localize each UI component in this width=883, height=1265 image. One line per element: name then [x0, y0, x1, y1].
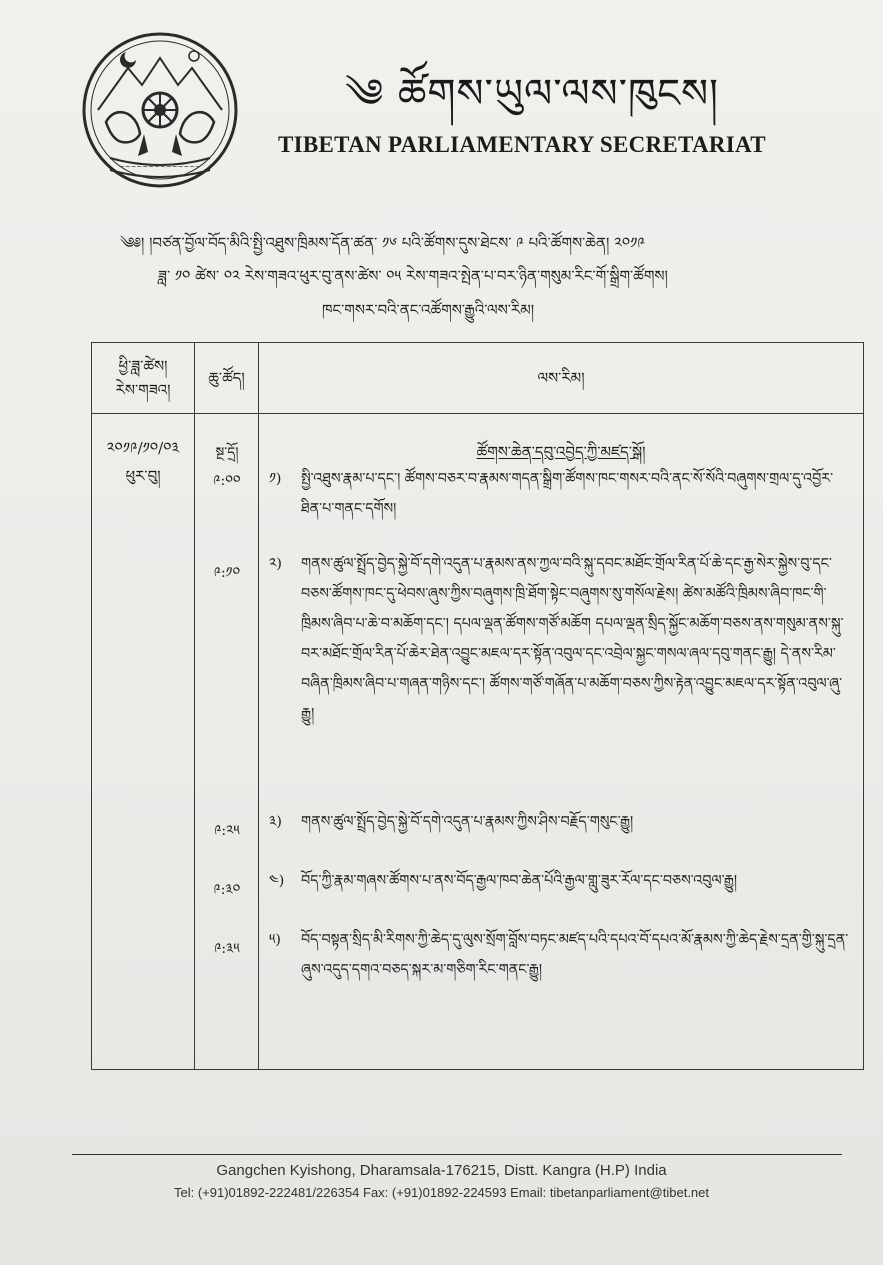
header-date: ཕྱི་ཟླ་ཚེས། རེས་གཟའ།: [92, 343, 195, 414]
time-item-1: ༩:༠༠: [213, 473, 241, 489]
time-label: སྔ་དྲོ།: [215, 445, 239, 461]
snow-lion-emblem-icon: [80, 30, 240, 190]
org-name-tibetan: ༄ ཚོགས་ཡུལ་ལས་ཁུངས།: [345, 71, 719, 117]
weekday-value: ཕུར་བུ།: [125, 467, 161, 485]
agenda-cell: [259, 414, 864, 1070]
date-value: ༢༠༡༩/༡༠/༠༣: [106, 439, 180, 457]
agenda-item-3: ༣) གནས་ཚུལ་སྤྲོད་བྱེད་སྐྱེ་བོ་དགེ་འདུན་པ་རྣམས་ཀྱིས་ཤིས་བརྗོད་གསུང་རྒྱུ།: [269, 814, 634, 830]
time-item-5: ༩:༣༥: [214, 941, 240, 957]
time-item-3: ༩:༢༥: [214, 823, 240, 839]
agenda-item-4: ༤) བོད་ཀྱི་རྣམ་གཞས་ཚོགས་པ་ནས་བོད་རྒྱལ་ཁབ་ཆེན་པོའི་རྒྱལ་གླུ་ཟུར་རོལ་དང་བཅས་འབུལ་རྒྱུ།: [269, 873, 738, 889]
section-title: ཚོགས་ཆེན་དབུ་འབྱེད་ཀྱི་མཛད་སྒོ།: [476, 443, 646, 461]
agenda-item-5: ༥) བོད་བསྟན་སྲིད་མི་རིགས་ཀྱི་ཆེད་དུ་ལུས་སྲོག་བློས་བཏང་མཛད་པའི་དཔའ་བོ་དཔའ་མོ་རྣམས་ཀྱི་ཆེད་རྗེས་དྲན་གྱི་སྐུ་དྲན་ཞུས་འདུད་དགའ་བཅད་སྐར་མ་གཅིག་རིང་གནང་རྒྱུ།: [269, 932, 849, 978]
header-agenda: ལས་རིམ།: [259, 343, 864, 414]
agenda-item-2: ༢) གནས་ཚུལ་སྤྲོད་བྱེད་སྐྱེ་བོ་དགེ་འདུན་པ་རྣམས་ནས་ཀྱལ་བའི་སྐུ་དབང་མཐོང་གྲོལ་རིན་པོ་ཆེ་དང་རྒྱ་སེར་སྐྱེས་བུ་དང་བཅས་ཚོགས་ཁང་དུ་ཕེབས་ཞུས་ཀྱིས་བཞུགས་ཁྲི་ཐོག་སྟེང་བཞུགས་སུ་གསོལ་རྗེས། ཚེས་མཚོའི་ཁྲིམས་ཞིབ་ཁང་གི་ཁྲིམས་ཞིབ་པ་ཆེ་བ་མཆོག་དང་། དཔལ་ལྡན་ཚོགས་གཙོ་མཆོག དཔལ་ལྡན་སྲིད་སྐྱོང་མཆོག་བཅས་ནས་གསུམ་ནས་སྐུ་བར་མཐོང་གྲོལ་རིན་པོ་ཆེར་ཐེན་འབྱུང་མཇལ་དར་སྟོན་འབུལ་དང་འབྲེལ་སྐྱང་གསལ་ཞལ་དབུ་གནང་རྒྱུ། དེ་ནས་རིམ་བཞིན་ཁྲིམས་ཞིབ་པ་གཞན་གཉིས་དང་། ཚོགས་གཙོ་གཞོན་པ་མཆོག་བཅས་ཀྱིས་རྟེན་འབྱུང་མཇལ་དར་སྟོན་འབུལ་ཞུ་རྒྱུ།: [269, 556, 844, 722]
heading-line-2: ཟླ་ ༡༠ ཚེས་ ༠༢ རེས་གཟའ་ཕུར་བུ་ནས་ཚེས་ ༠༥ རེས་གཟའ་སྤེན་པ་བར་ཉིན་གསུམ་རིང་གོ་སྒྲིག་ཚོགས།: [158, 267, 668, 285]
svg-text:~~~~~~~~~~~~~~: ~~~~~~~~~~~~~~: [118, 163, 202, 171]
time-cell: [195, 414, 259, 1070]
footer-address: Gangchen Kyishong, Dharamsala-176215, Distt. Kangra (H.P) India: [216, 1162, 667, 1179]
footer-divider: [72, 1154, 842, 1155]
header-time: ཆུ་ཚོད།: [195, 343, 259, 414]
org-name-english: TIBETAN PARLIAMENTARY SECRETARIAT: [278, 132, 766, 157]
agenda-table: [91, 342, 864, 1070]
heading-line-3: ཁང་གསར་བའི་ནང་འཚོགས་རྒྱུའི་ལས་རིམ།: [322, 301, 535, 319]
date-cell: [92, 414, 195, 1070]
footer-contact: Tel: (+91)01892-222481/226354 Fax: (+91)01892-224593 Email: tibetanparliament@tibet.net: [174, 1185, 709, 1200]
time-item-2: ༩:༡༠: [213, 565, 241, 581]
time-item-4: ༩:༣༠: [213, 882, 241, 898]
agenda-item-1: ༡) སྤྱི་འཐུས་རྣམ་པ་དང་། ཚོགས་བཅར་བ་རྣམས་གདན་སྒྲིག་ཚོགས་ཁང་གསར་བའི་ནང་སོ་སོའི་བཞུགས་གྲལ་དུ་འབྱོར་ཐིན་པ་གནང་དགོས།: [269, 471, 834, 517]
heading-line-1: ༄༅། །བཙན་བྱོལ་བོད་མིའི་སྤྱི་འཐུས་ཁྲིམས་དོན་ཚན་ ༡༦ པའི་ཚོགས་དུས་ཐེངས་ ༩ པའི་ཚོགས་ཆེན། ༢༠༡༩: [120, 234, 645, 252]
